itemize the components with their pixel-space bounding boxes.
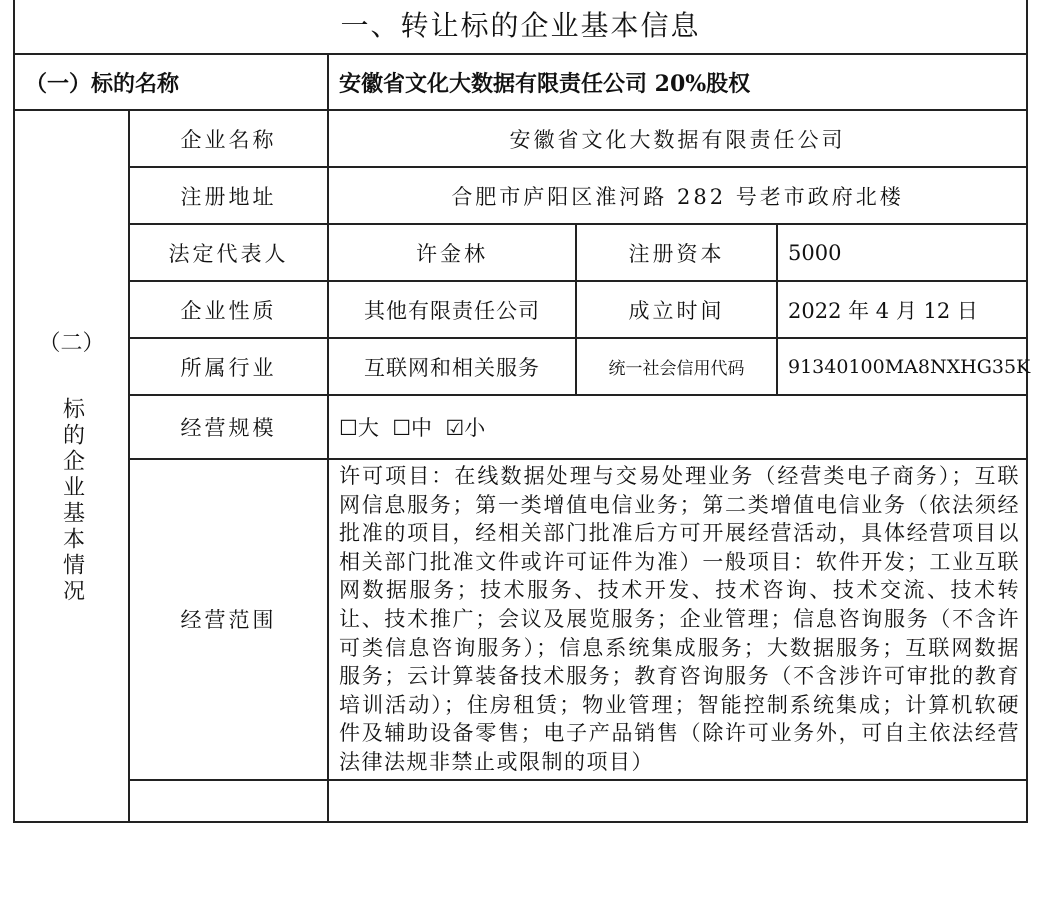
founded-value: 2022 年 4 月 12 日 <box>777 281 1027 338</box>
checkbox-empty-icon: ☐ <box>339 416 358 440</box>
target-name-value: 安徽省文化大数据有限责任公司 20%股权 <box>328 54 1027 110</box>
scale-label: 经营规模 <box>129 395 328 459</box>
address-value: 合肥市庐阳区淮河路 282 号老市政府北楼 <box>328 167 1027 224</box>
side-label-paren: （二） <box>38 331 105 357</box>
scope-value: 许可项目：在线数据处理与交易处理业务（经营类电子商务）；互联网信息服务；第一类增值电信业务；第二类增值电信业务（依法须经批准的项目，经相关部门批准后方可开展经营活动，具体经营项目以相关部门批准文件或许可证件为准）一般项目：软件开发；工业互联网数据服务；技术服务、技术开发、技术咨询、技术交流、技术转让、技术推广；会议及展览服务；企业管理；信息咨询服务（不含许可类信息咨询服务）；信息系统集成服务；大数据服务；互联网数据服务；云计算装备技术服务；教育咨询服务（不含涉许可审批的教育培训活动）；住房租赁；物业管理；智能控制系统集成；计算机软硬件及辅助设备零售；电子产品销售（除许可业务外，可自主依法经营法律法规非禁止或限制的项目） <box>328 459 1027 780</box>
checkbox-empty-icon: ☐ <box>392 416 412 440</box>
scope-label: 经营范围 <box>129 459 328 780</box>
next-row-label <box>129 780 328 822</box>
company-name-label: 企业名称 <box>129 110 328 167</box>
next-row-value <box>328 780 1027 822</box>
scale-option-large[interactable]: ☐大 <box>339 416 379 440</box>
enterprise-info-table <box>13 0 1031 823</box>
nature-label: 企业性质 <box>129 281 328 338</box>
reg-capital-value: 5000 <box>777 224 1027 281</box>
checkbox-checked-icon: ☑ <box>445 416 465 440</box>
scale-options <box>328 395 1027 459</box>
address-label: 注册地址 <box>129 167 328 224</box>
section-title: 一、转让标的企业基本信息 <box>14 0 1027 54</box>
side-label <box>14 110 129 822</box>
credit-code-label: 统一社会信用代码 <box>576 338 777 395</box>
scale-option-small[interactable]: ☑小 <box>445 416 486 440</box>
side-label-text: 标的企业基本情况 <box>59 397 85 606</box>
industry-value: 互联网和相关服务 <box>328 338 576 395</box>
credit-code-value: 91340100MA8NXHG35K <box>777 338 1027 395</box>
industry-label: 所属行业 <box>129 338 328 395</box>
target-name-label: （一）标的名称 <box>14 54 328 110</box>
reg-capital-label: 注册资本 <box>576 224 777 281</box>
legal-rep-value: 许金林 <box>328 224 576 281</box>
founded-label: 成立时间 <box>576 281 777 338</box>
nature-value: 其他有限责任公司 <box>328 281 576 338</box>
scale-option-medium[interactable]: ☐中 <box>392 416 433 440</box>
company-name-value: 安徽省文化大数据有限责任公司 <box>328 110 1027 167</box>
legal-rep-label: 法定代表人 <box>129 224 328 281</box>
